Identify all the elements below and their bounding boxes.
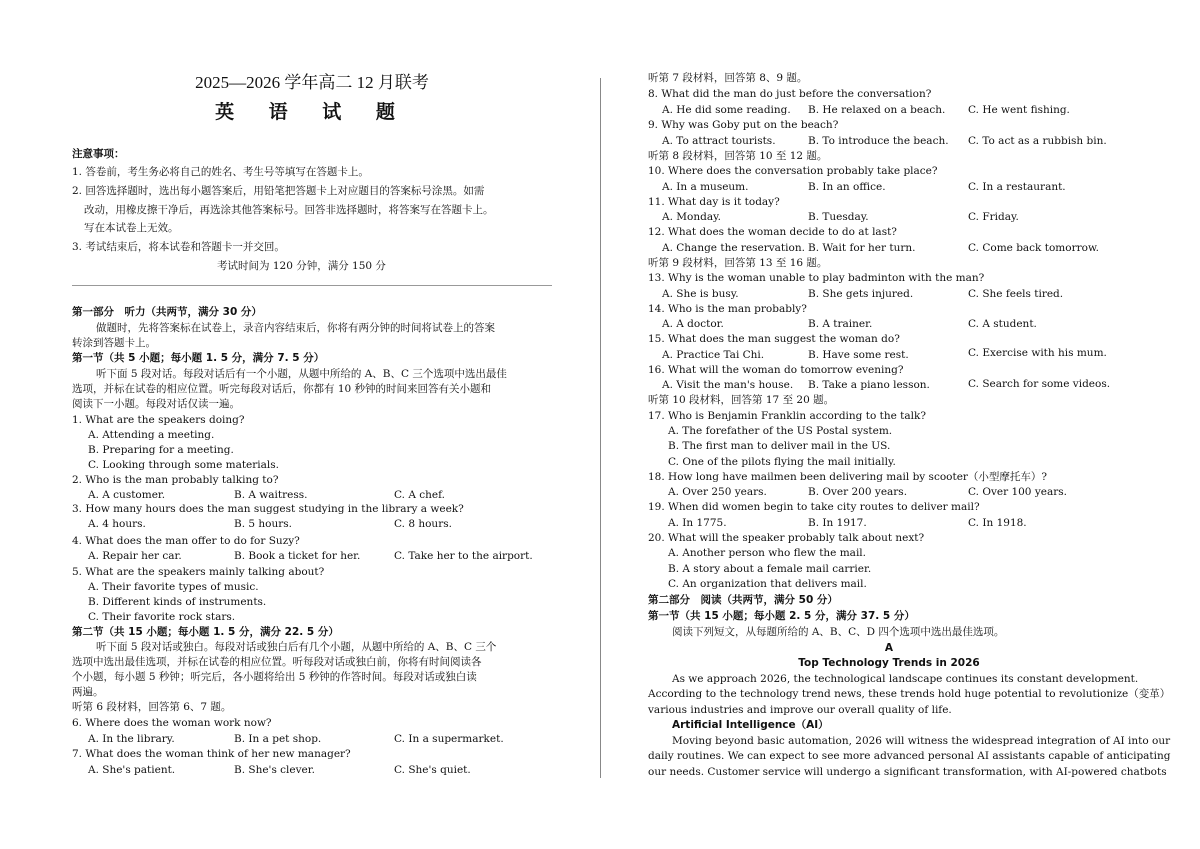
option: C. Over 100 years. [968, 486, 1067, 498]
option: C. Exercise with his mum. [968, 347, 1107, 359]
passage-p2-line-2: daily routines. We can expect to see more advanced personal AI assistants capable of anticipating [648, 750, 1171, 762]
option: C. A chef. [394, 489, 445, 501]
passage-p2-line-1: Moving beyond basic automation, 2026 will witness the widespread integration of AI into our [672, 735, 1171, 747]
option: A. Another person who flew the mail. [668, 547, 866, 559]
question-8: 8. What did the man do just before the conversation? [648, 88, 932, 100]
notice-line-5: 3. 考试结束后，将本试卷和答题卡一并交回。 [72, 241, 285, 253]
question-2: 2. Who is the man probably talking to? [72, 474, 279, 486]
question-9: 9. Why was Goby put on the beach? [648, 119, 839, 131]
question-6: 6. Where does the woman work now? [72, 717, 272, 729]
section2-intro-4: 两遍。 [72, 686, 104, 698]
notice-line-4: 写在本试卷上无效。 [84, 222, 179, 234]
option: A. Change the reservation. [662, 242, 805, 254]
section2-intro-3: 个小题，每小题 5 秒钟；听完后，各小题将给出 5 秒钟的作答时间。每段对话或独白读 [72, 671, 477, 683]
option: A. To attract tourists. [662, 135, 776, 147]
option: B. Have some rest. [808, 349, 909, 361]
option: A. Practice Tai Chi. [662, 349, 765, 361]
subject-title: 英 语 试 题 [215, 101, 409, 123]
option: B. Book a ticket for her. [234, 550, 361, 562]
option: A. 4 hours. [88, 518, 146, 530]
option: B. In an office. [808, 181, 886, 193]
notice-line-3: 改动，用橡皮擦干净后，再选涂其他答案标号。回答非选择题时，将答案写在答题卡上。 [84, 204, 494, 216]
option: C. Come back tomorrow. [968, 242, 1100, 254]
option: C. An organization that delivers mail. [668, 578, 867, 590]
option: C. Take her to the airport. [394, 550, 533, 562]
question-4: 4. What does the man offer to do for Suzy? [72, 535, 300, 547]
material-6: 听第 6 段材料，回答第 6、7 题。 [72, 701, 232, 713]
option: A. Repair her car. [88, 550, 182, 562]
passage-title: Top Technology Trends in 2026 [798, 657, 980, 669]
option: B. She gets injured. [808, 288, 914, 300]
listening-part-title: 第一部分 听力（共两节，满分 30 分） [72, 306, 262, 318]
listening-intro-2: 转涂到答题卡上。 [72, 337, 156, 349]
option: A. In the library. [88, 733, 175, 745]
option: B. The first man to deliver mail in the US. [668, 440, 891, 452]
question-5: 5. What are the speakers mainly talking about? [72, 566, 325, 578]
option: A. In a museum. [662, 181, 749, 193]
option: B. A waitress. [234, 489, 308, 501]
option: A. In 1775. [668, 517, 727, 529]
option: C. Friday. [968, 211, 1019, 223]
passage-letter: A [884, 642, 894, 654]
question-3: 3. How many hours does the man suggest studying in the library a week? [72, 503, 464, 515]
option: A. She is busy. [662, 288, 739, 300]
question-11: 11. What day is it today? [648, 196, 780, 208]
listening-intro-1: 做题时，先将答案标在试卷上，录音内容结束后，你将有两分钟的时间将试卷上的答案 [96, 322, 495, 334]
section1-intro-2: 选项，并标在试卷的相应位置。听完每段对话后，你都有 10 秒钟的时间来回答有关小题和 [72, 383, 492, 395]
material-9: 听第 9 段材料，回答第 13 至 16 题。 [648, 257, 828, 269]
option: C. One of the pilots flying the mail initially. [668, 456, 896, 468]
option: B. Different kinds of instruments. [88, 596, 267, 608]
option: B. She's clever. [234, 764, 315, 776]
option: C. In 1918. [968, 517, 1027, 529]
section1-intro-3: 阅读下一小题。每段对话仅读一遍。 [72, 398, 240, 410]
question-10: 10. Where does the conversation probably take place? [648, 165, 938, 177]
question-18: 18. How long have mailmen been delivering mail by scooter（小型摩托车）? [648, 471, 1048, 483]
option: C. In a restaurant. [968, 181, 1066, 193]
question-19: 19. When did women begin to take city routes to deliver mail? [648, 501, 980, 513]
exam-time: 考试时间为 120 分钟，满分 150 分 [217, 260, 386, 272]
material-10: 听第 10 段材料，回答第 17 至 20 题。 [648, 394, 835, 406]
option: B. A trainer. [808, 318, 873, 330]
passage-p1-line-1: As we approach 2026, the technological landscape continues its constant development. [672, 673, 1139, 685]
option: A. Their favorite types of music. [88, 581, 259, 593]
passage-p1-line-3: various industries and improve our overall quality of life. [648, 704, 952, 716]
notice-line-2: 2. 回答选择题时，选出每小题答案后，用铅笔把答题卡上对应题目的答案标号涂黑。如需 [72, 185, 485, 197]
question-17: 17. Who is Benjamin Franklin according to the talk? [648, 410, 926, 422]
option: C. She's quiet. [394, 764, 471, 776]
question-20: 20. What will the speaker probably talk about next? [648, 532, 925, 544]
question-16: 16. What will the woman do tomorrow evening? [648, 364, 904, 376]
option: A. He did some reading. [662, 104, 791, 116]
option: C. A student. [968, 318, 1037, 330]
option: A. A customer. [88, 489, 166, 501]
question-7: 7. What does the woman think of her new manager? [72, 748, 351, 760]
option: B. In a pet shop. [234, 733, 322, 745]
section2-intro-2: 选项中选出最佳选项，并标在试卷的相应位置。听每段对话或独白前，你将有时间阅读各 [72, 656, 482, 668]
question-14: 14. Who is the man probably? [648, 303, 807, 315]
section2-intro-1: 听下面 5 段对话或独白。每段对话或独白后有几个小题，从题中所给的 A、B、C 三个 [96, 641, 497, 653]
passage-p1-line-2: According to the technology trend news, these trends hold huge potential to revolutionize（变革） [648, 688, 1171, 700]
passage-p2-line-3: our needs. Customer service will undergo a significant transformation, with AI-powered chatbots [648, 766, 1167, 778]
question-12: 12. What does the woman decide to do at last? [648, 226, 897, 238]
material-7: 听第 7 段材料，回答第 8、9 题。 [648, 72, 808, 84]
option: A. Visit the man's house. [662, 379, 794, 391]
section1-intro-1: 听下面 5 段对话。每段对话后有一个小题，从题中所给的 A、B、C 三个选项中选出最佳 [96, 368, 507, 380]
section2-title: 第二节（共 15 小题；每小题 1. 5 分，满分 22. 5 分） [72, 626, 339, 638]
option: B. Take a piano lesson. [808, 379, 930, 391]
option: C. In a supermarket. [394, 733, 504, 745]
passage-subheading: Artificial Intelligence（AI） [672, 719, 829, 731]
reading-section1-intro: 阅读下列短文，从每题所给的 A、B、C、D 四个选项中选出最佳选项。 [672, 626, 1005, 638]
option: B. Tuesday. [808, 211, 869, 223]
column-divider [600, 78, 601, 778]
option: C. 8 hours. [394, 518, 452, 530]
question-1: 1. What are the speakers doing? [72, 414, 245, 426]
option: A. A doctor. [662, 318, 724, 330]
option: A. Over 250 years. [668, 486, 767, 498]
exam-title: 2025—2026 学年高二 12 月联考 [195, 73, 429, 92]
section1-title: 第一节（共 5 小题；每小题 1. 5 分，满分 7. 5 分） [72, 352, 325, 364]
divider-line [72, 285, 552, 286]
option: B. Wait for her turn. [808, 242, 916, 254]
reading-section1-title: 第一节（共 15 小题；每小题 2. 5 分，满分 37. 5 分） [648, 610, 915, 622]
notice-line-1: 1. 答卷前，考生务必将自己的姓名、考生号等填写在答题卡上。 [72, 166, 369, 178]
material-8: 听第 8 段材料，回答第 10 至 12 题。 [648, 150, 828, 162]
reading-part-title: 第二部分 阅读（共两节，满分 50 分） [648, 594, 838, 606]
option: B. He relaxed on a beach. [808, 104, 946, 116]
question-15: 15. What does the man suggest the woman do? [648, 333, 900, 345]
option: B. 5 hours. [234, 518, 293, 530]
option: B. A story about a female mail carrier. [668, 563, 872, 575]
option: A. Monday. [662, 211, 721, 223]
option: B. In 1917. [808, 517, 867, 529]
option: B. Preparing for a meeting. [88, 444, 234, 456]
option: C. Their favorite rock stars. [88, 611, 236, 623]
option: B. To introduce the beach. [808, 135, 949, 147]
question-13: 13. Why is the woman unable to play badminton with the man? [648, 272, 985, 284]
option: C. She feels tired. [968, 288, 1064, 300]
option: C. To act as a rubbish bin. [968, 135, 1107, 147]
option: C. Looking through some materials. [88, 459, 279, 471]
option: A. The forefather of the US Postal system. [668, 425, 893, 437]
option: C. Search for some videos. [968, 378, 1111, 390]
option: A. Attending a meeting. [88, 429, 215, 441]
option: B. Over 200 years. [808, 486, 908, 498]
option: C. He went fishing. [968, 104, 1070, 116]
option: A. She's patient. [88, 764, 176, 776]
notice-heading: 注意事项： [72, 148, 125, 160]
